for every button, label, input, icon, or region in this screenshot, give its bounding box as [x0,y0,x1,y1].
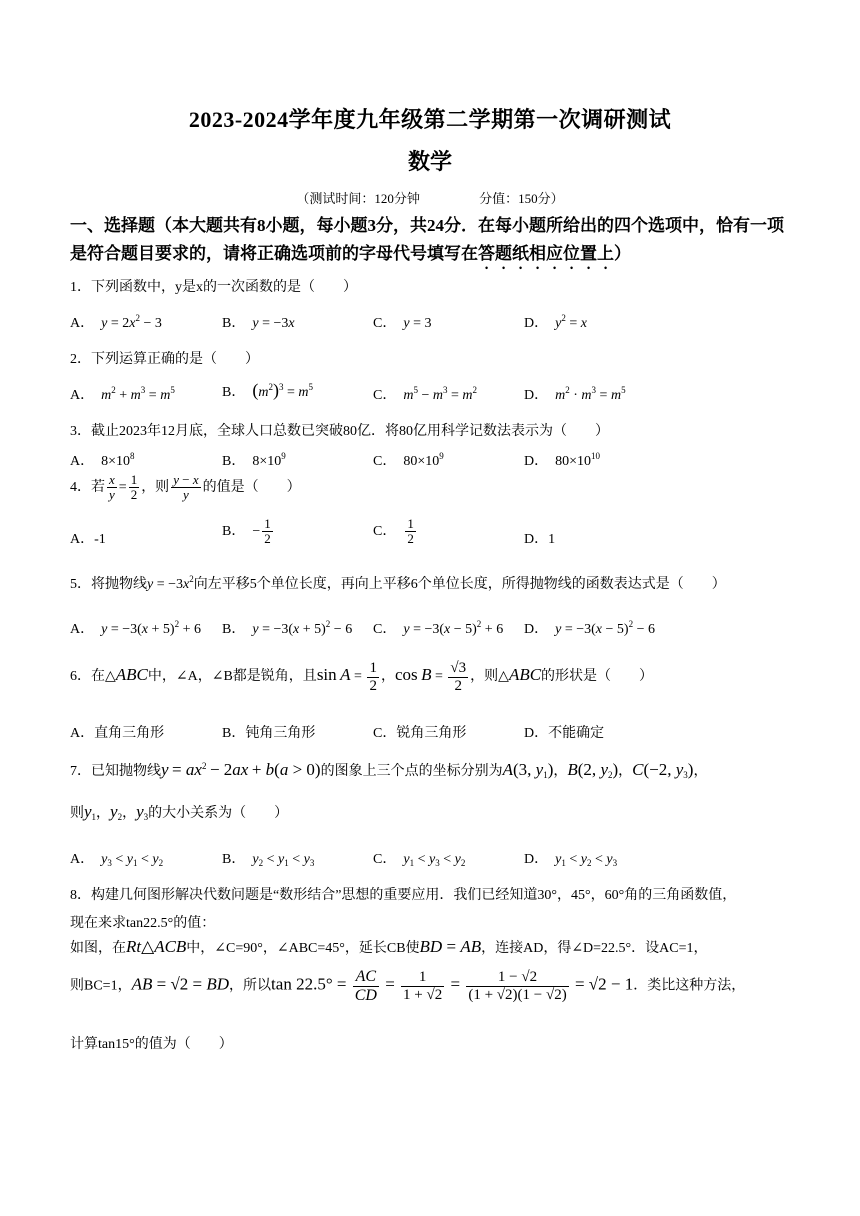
subject-title: 数学 [407,149,452,174]
q6-stem-c: ， [380,669,395,685]
q3-option-a: A． $8\times 10^8$ [70,451,135,469]
exam-title: 2023-2024学年度九年级第二学期第一次调研测试 [188,107,672,132]
question-8-line3: 如图，在Rt△ACB中，∠C=90°，∠ABC=45°，延长CB使BD = AB，连接AD，得∠D=22.5°．设AC=1， [70,937,708,956]
q1-option-a: A． $y = 2x^2 - 3$ [70,313,162,331]
exam-score: 分值：150分） [479,191,564,206]
q6-option-b: B．钝角三角形 [222,726,316,741]
question-8-line5: 计算tan15°的值为（ ） [70,1037,233,1052]
q3-option-b: B． $8\times 10^9$ [222,451,286,469]
question-7-stem: 7．已知抛物线$y = ax^2 - 2ax + b(a > 0)$的图象上三个点的坐标分别为A(3, $y_1$)，B(2, $y_2$)，C(−2, $y_3$)， [70,760,708,780]
q5-option-a: A． $y = -3(x + 5)^2 + 6$ [70,619,201,637]
q4-stem-a: 4．若 [70,480,105,496]
q5-option-c: C． $y = -3(x - 5)^2 + 6$ [373,619,504,637]
question-3-stem: 3．截止2023年12月底，全球人口总数已突破80亿．将80亿用科学记数法表示为（ ） [70,424,609,439]
q8-line4-b: ，所以 [229,978,272,994]
q8-line4-a: 则BC=1， [70,978,132,994]
q2-option-a: A． $m^2 + m^3 = m^5$ [70,385,175,403]
q8-line3-c: ，连接AD，得∠D=22.5°．设AC=1， [481,941,708,956]
q5-stem-b: 向左平移5个单位长度，再向上平移6个单位长度，所得抛物线的函数表达式是（ ） [193,577,726,592]
section-heading [70,212,800,273]
q7-option-d: D． $y_1 < y_2 < y_3$ [524,852,618,868]
q2-option-d: D． $m^2 \cdot m^3 = m^5$ [524,385,626,403]
q1-option-b: B． y = −3x [222,316,295,331]
q7-stem-c: 则 [70,806,84,821]
question-5-stem: 5．将抛物线$y = -3x^2$向左平移5个单位长度，再向上平移6个单位长度，所得抛物线的函数表达式是（ ） [70,574,726,592]
q6-stem-e: 的形状是（ ） [541,669,654,685]
question-8-line4: 则BC=1，AB = √2 = BD，所以tan 22.5° = $\frac{AC}{CD}$ = $\frac{1}{1 + √2}$ = $\frac{1 - √2}{(1 + √2)(1 - √2)}$ = √2 − 1．类比这种方法， [70,968,746,1004]
q2-option-c: C． $m^5 - m^3 = m^2$ [373,385,478,403]
q7-stem-d: 的大小关系为（ ） [148,806,289,821]
q4-option-d: D．1 [524,532,556,547]
q3-option-d: D． $80\times 10^{10}$ [524,451,601,469]
q4-option-c: C． $\frac{1}{2}$ [373,516,414,547]
q4-stem-b: ，则 [141,480,170,496]
exam-time: （测试时间：120分钟 [296,191,420,206]
q8-line3-b: 中，∠C=90°，∠ABC=45°，延长CB使 [186,941,420,956]
q7-stem-a: 7．已知抛物线 [70,764,161,779]
q6-option-d: D．不能确定 [524,726,605,741]
q3-option-c: C． $80\times 10^9$ [373,451,444,469]
section-text-end: ） [614,244,631,263]
section-text: 一、选择题（本大题共有8小题，每小题3分，共24分．在每小题所给出的四个选项中，恰有一项是符合题目要求的，请将正确选项前的字母代号填写在 [70,216,784,263]
question-4-stem: 4．若 $\frac{x}{y}$ = $\frac{1}{2}$ ，则 $\frac{y - x}{y}$ 的值是（ ） [70,472,301,503]
question-6-stem: 6．在△ABC中，∠A，∠B都是锐角，且sin A = $\frac{1}{2}$ ，cos B = $\frac{√3}{2}$ ，则△ABC的形状是（ ） [70,660,654,694]
q2-option-b: B． $(m^2)^3 = m^5$ [222,380,313,400]
q8-line4-c: ．类比这种方法， [633,978,746,994]
q7-option-b: B． $y_2 < y_1 < y_3$ [222,852,315,868]
q6-stem-d: ，则△ [470,669,509,685]
question-1-stem: 1．下列函数中，y是x的一次函数的是（ ） [70,280,357,295]
q4-option-b: B． − $\frac{1}{2}$ [222,516,271,547]
q6-stem-a: 6．在△ [70,669,116,685]
question-8-line1: 8．构建几何图形解决代数问题是“数形结合”思想的重要应用．我们已经知道30°，45°，60°角的三角函数值， [70,888,737,903]
q1-option-c: C． y = 3 [373,316,432,331]
section-text-dotted: 答题纸相应位置上 [478,244,614,263]
q7-option-c: C． $y_1 < y_3 < y_2$ [373,852,466,868]
q5-option-d: D． $y = -3(x - 5)^2 - 6$ [524,619,655,637]
q4-stem-c: 的值是（ ） [202,480,301,496]
q6-stem-b: 中，∠A，∠B都是锐角，且 [147,669,317,685]
q6-option-c: C．锐角三角形 [373,726,467,741]
exam-meta [0,188,860,207]
q6-option-a: A．直角三角形 [70,726,165,741]
q7-option-a: A． $y_3 < y_1 < y_2$ [70,852,164,868]
question-2-stem: 2．下列运算正确的是（ ） [70,352,259,367]
q4-option-a: A．-1 [70,532,106,547]
q5-option-b: B． $y = -3(x + 5)^2 - 6$ [222,619,353,637]
q8-line3-a: 如图，在 [70,941,126,956]
q1-option-d: D． $y^2 = x$ [524,313,587,331]
question-7-line2: 则$y_1$，$y_2$，$y_3$的大小关系为（ ） [70,802,289,822]
question-8-line2: 现在来求tan22.5°的值： [70,916,216,931]
q5-stem-a: 5．将抛物线 [70,577,147,592]
q7-stem-b: 的图象上三个点的坐标分别为 [320,764,503,779]
